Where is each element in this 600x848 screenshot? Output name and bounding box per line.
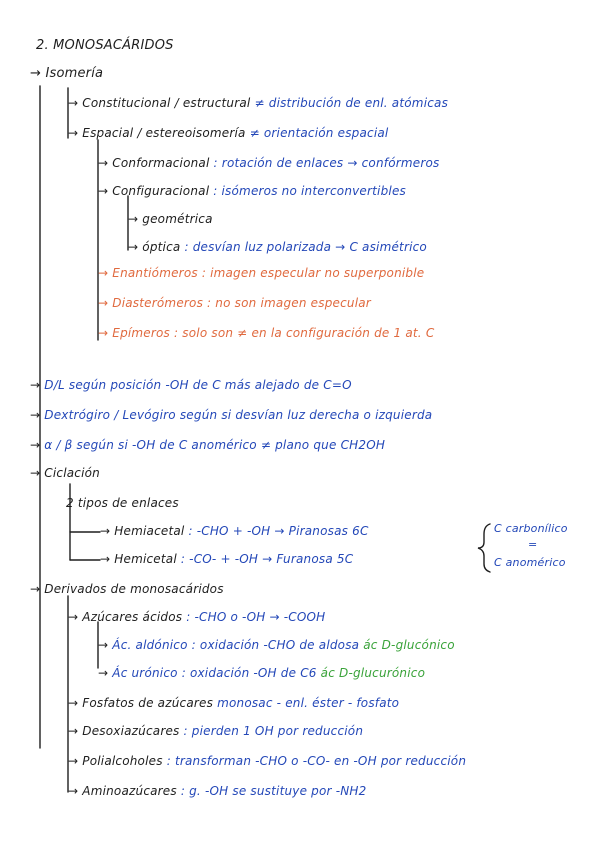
hemiacetal-row: → Hemiacetal : -CHO + -OH → Piranosas 6C <box>100 524 369 538</box>
hemicetal-row: → Hemicetal : -CO- + -OH → Furanosa 5C <box>100 552 354 566</box>
derivados-label: Derivados de monosacáridos <box>44 582 224 596</box>
constitucional-row: → Constitucional / estructural ≠ distribución de enl. atómicas <box>68 96 449 110</box>
diastereomeros-label: Diasterómeros <box>112 296 204 310</box>
enantiomeros-row: → Enantiómeros : imagen especular no superponible <box>98 266 425 280</box>
aminoazucares-desc: : g. -OH se sustituye por -NH2 <box>180 784 367 798</box>
constitucional-desc: ≠ distribución de enl. atómicas <box>254 96 449 110</box>
uronico-label: Ác urónico <box>112 666 178 680</box>
diastereomeros-row: → Diasterómeros : no son imagen especular <box>98 296 371 310</box>
geometrica-row: → geométrica <box>128 212 213 226</box>
desoxiazucares-label: Desoxiazúcares <box>82 724 180 738</box>
aldonico-label: Ác. aldónico <box>112 638 188 652</box>
d-l-text: D/L según posición -OH de C más alejado de C=O <box>44 378 352 392</box>
hemiacetal-desc: : -CHO + -OH → Piranosas 6C <box>188 524 369 538</box>
desoxiazucares-row: → Desoxiazúcares : pierden 1 OH por reducción <box>68 724 364 738</box>
conformacional-desc: : rotación de enlaces → confórmeros <box>213 156 440 170</box>
geometrica-label: geométrica <box>142 212 213 226</box>
dextrogiro-text: Dextrógiro / Levógiro según si desvían luz derecha o izquierda <box>44 408 433 422</box>
optica-row: → óptica : desvían luz polarizada → C asimétrico <box>128 240 427 254</box>
polialcoholes-desc: : transforman -CHO o -CO- en -OH por reducción <box>166 754 467 768</box>
uronico-example: ác D-glucurónico <box>320 666 426 680</box>
aldonico-example: ác D-glucónico <box>363 638 455 652</box>
conformacional-row: → Conformacional : rotación de enlaces → confórmeros <box>98 156 440 170</box>
alfa-beta-row: → α / β según si -OH de C anomérico ≠ plano que CH2OH <box>30 438 386 452</box>
d-l-row: → D/L según posición -OH de C más alejado de C=O <box>30 378 352 392</box>
derivados-row: → Derivados de monosacáridos <box>30 582 224 596</box>
uronico-desc: : oxidación -OH de C6 <box>181 666 317 680</box>
isomeria-title: → Isomería <box>30 66 104 81</box>
aminoazucares-row: → Aminoazúcares : g. -OH se sustituye por -NH2 <box>68 784 367 798</box>
aldonico-row: → Ác. aldónico : oxidación -CHO de aldosa ác D-glucónico <box>98 638 455 652</box>
diastereomeros-desc: : no son imagen especular <box>207 296 371 310</box>
aldonico-desc: : oxidación -CHO de aldosa <box>191 638 360 652</box>
alfa-beta-text: α / β según si -OH de C anomérico ≠ plano que CH2OH <box>44 438 386 452</box>
isomeria-label: Isomería <box>45 66 104 81</box>
azucares-acidos-desc: : -CHO o -OH → -COOH <box>186 610 326 624</box>
dextrogiro-row: → Dextrógiro / Levógiro según si desvían luz derecha o izquierda <box>30 408 433 422</box>
configuracional-row: → Configuracional : isómeros no interconvertibles <box>98 184 406 198</box>
brace-anomerico: C anomérico <box>494 556 566 569</box>
polialcoholes-row: → Polialcoholes : transforman -CHO o -CO- en -OH por reducción <box>68 754 467 768</box>
tipos-enlaces: 2 tipos de enlaces <box>66 496 179 510</box>
enantiomeros-label: Enantiómeros <box>112 266 198 280</box>
section-heading: 2. MONOSACÁRIDOS <box>36 38 174 53</box>
hemicetal-label: Hemicetal <box>114 552 177 566</box>
polialcoholes-label: Polialcoholes <box>82 754 163 768</box>
ciclacion-row: → Ciclación <box>30 466 100 480</box>
constitucional-label: Constitucional / estructural <box>82 96 251 110</box>
enantiomeros-desc: : imagen especular no superponible <box>201 266 425 280</box>
epimeros-desc: : solo son ≠ en la configuración de 1 at. C <box>174 326 435 340</box>
optica-label: óptica <box>142 240 181 254</box>
uronico-row: → Ác urónico : oxidación -OH de C6 ác D-glucurónico <box>98 666 426 680</box>
desoxiazucares-desc: : pierden 1 OH por reducción <box>183 724 364 738</box>
ciclacion-label: Ciclación <box>44 466 100 480</box>
epimeros-row: → Epímeros : solo son ≠ en la configuración de 1 at. C <box>98 326 435 340</box>
azucares-acidos-row: → Azúcares ácidos : -CHO o -OH → -COOH <box>68 610 326 624</box>
hemicetal-desc: : -CO- + -OH → Furanosa 5C <box>180 552 354 566</box>
espacial-desc: ≠ orientación espacial <box>249 126 389 140</box>
configuracional-desc: : isómeros no interconvertibles <box>213 184 406 198</box>
configuracional-label: Configuracional <box>112 184 210 198</box>
azucares-acidos-label: Azúcares ácidos <box>82 610 183 624</box>
aminoazucares-label: Aminoazúcares <box>82 784 177 798</box>
fosfatos-label: Fosfatos de azúcares <box>82 696 214 710</box>
fosfatos-row: → Fosfatos de azúcares monosac - enl. éster - fosfato <box>68 696 400 710</box>
brace-equals: = <box>528 538 538 551</box>
espacial-row: → Espacial / estereoisomería ≠ orientación espacial <box>68 126 389 140</box>
hemiacetal-label: Hemiacetal <box>114 524 185 538</box>
espacial-label: Espacial / estereoisomería <box>82 126 246 140</box>
fosfatos-desc: monosac - enl. éster - fosfato <box>217 696 400 710</box>
epimeros-label: Epímeros <box>112 326 171 340</box>
brace-carbonilico: C carbonílico <box>494 522 568 535</box>
conformacional-label: Conformacional <box>112 156 210 170</box>
optica-desc: : desvían luz polarizada → C asimétrico <box>184 240 427 254</box>
